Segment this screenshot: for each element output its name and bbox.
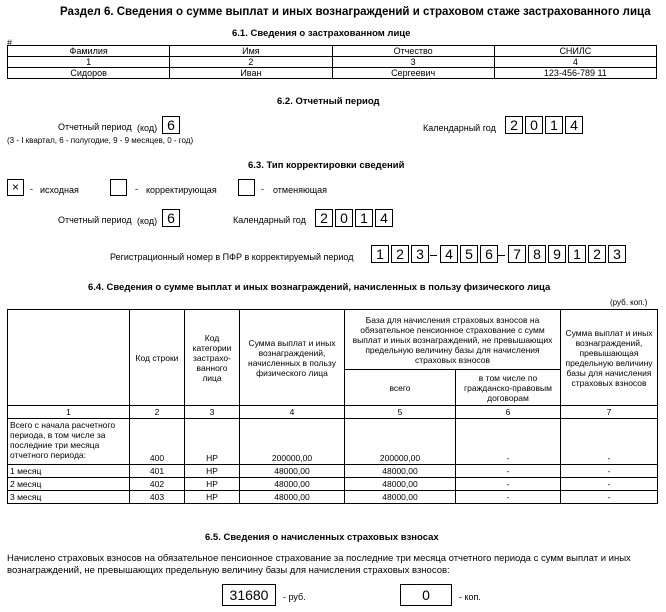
row-code: 403 (130, 491, 185, 504)
hash-mark: # (7, 38, 13, 48)
year-digit: 2 (315, 209, 333, 227)
row-code: 402 (130, 478, 185, 491)
table-row (8, 68, 657, 79)
row-base: 200000,00 (345, 419, 456, 465)
reg-digit: 6 (480, 245, 498, 263)
row-sum: 48000,00 (240, 491, 345, 504)
reg-number-label: Регистрационный номер в ПФР в корректируемый период (110, 252, 354, 262)
reg-digit: 2 (391, 245, 409, 263)
snils-value: 123-456-789 11 (494, 68, 656, 79)
row-over: - (561, 465, 658, 478)
row-code: 401 (130, 465, 185, 478)
year-label: Календарный год (233, 215, 306, 225)
separator: - (261, 184, 264, 194)
period-code-box[interactable]: 6 (162, 209, 180, 227)
col-number: 3 (332, 57, 494, 68)
unit-label: (руб. коп.) (610, 298, 648, 307)
row-sum: 48000,00 (240, 465, 345, 478)
insured-person-table (7, 45, 657, 79)
corrective-label: корректирующая (146, 185, 217, 195)
table-row (8, 491, 658, 504)
kop-value-box[interactable]: 0 (400, 584, 452, 606)
table-number-row (8, 406, 658, 419)
year-cells[interactable] (315, 209, 393, 227)
header-sum: Сумма выплат и иных вознаграждений, начисленных в пользу физического лица (240, 310, 345, 406)
table-row (8, 465, 658, 478)
col-number: 4 (240, 406, 345, 419)
year-digit: 1 (355, 209, 373, 227)
year-digit: 0 (525, 116, 543, 134)
reg-digit: 1 (371, 245, 389, 263)
rub-label: - руб. (283, 592, 306, 602)
header-over-limit: Сумма выплат и иных вознаграждений, превышающая предельную величину базы для начисления страховых взносов (561, 310, 658, 406)
row-civil: - (456, 465, 561, 478)
header-name: Имя (170, 46, 332, 57)
table-header-row (8, 310, 658, 370)
row-code: 400 (130, 419, 185, 465)
reg-digit: 8 (528, 245, 546, 263)
corrective-checkbox[interactable] (110, 179, 127, 196)
row-label: 3 месяц (8, 491, 130, 504)
row-category: НР (185, 491, 240, 504)
row-civil: - (456, 491, 561, 504)
row-label: 1 месяц (8, 465, 130, 478)
surname-value: Сидоров (8, 68, 170, 79)
header-snils: СНИЛС (494, 46, 656, 57)
separator: - (135, 184, 138, 194)
s61-title: 6.1. Сведения о застрахованном лице (232, 28, 411, 39)
reg-number-part1[interactable] (371, 245, 429, 263)
rub-value-box[interactable]: 31680 (222, 584, 276, 606)
period-label: Отчетный период (58, 122, 132, 132)
s64-title: 6.4. Сведения о сумме выплат и иных вознаграждений, начисленных в пользу физического лица (88, 282, 551, 293)
col-number: 5 (345, 406, 456, 419)
row-base: 48000,00 (345, 465, 456, 478)
col-number: 1 (8, 57, 170, 68)
year-digit: 4 (565, 116, 583, 134)
year-cells[interactable] (505, 116, 583, 134)
reg-separator (498, 255, 505, 256)
header-base-total: всего (345, 370, 456, 406)
row-sum: 48000,00 (240, 478, 345, 491)
header-code: Код строки (130, 310, 185, 406)
col-number: 6 (456, 406, 561, 419)
row-civil: - (456, 478, 561, 491)
separator: - (30, 184, 33, 194)
reg-number-part3[interactable] (508, 245, 626, 263)
name-value: Иван (170, 68, 332, 79)
period-code-box[interactable]: 6 (162, 116, 180, 134)
reg-number-part2[interactable] (440, 245, 498, 263)
original-checkbox[interactable]: × (7, 179, 24, 196)
reg-digit: 9 (548, 245, 566, 263)
row-category: НР (185, 465, 240, 478)
col-number: 2 (130, 406, 185, 419)
table-header-row (8, 46, 657, 57)
table-number-row (8, 57, 657, 68)
col-number: 3 (185, 406, 240, 419)
code-label: (код) (137, 216, 158, 226)
reg-digit: 1 (568, 245, 586, 263)
table-row (8, 478, 658, 491)
row-label: 2 месяц (8, 478, 130, 491)
contributions-text: Начислено страховых взносов на обязательное пенсионное страхование за последние три месяца отчетного периода с сумм выплат и иных вознаграждений, не превышающих предельную величину базы для начисления страховых взносов: (7, 553, 631, 576)
row-civil: - (456, 419, 561, 465)
col-number: 4 (494, 57, 656, 68)
cancel-label: отменяющая (273, 185, 327, 195)
reg-digit: 7 (508, 245, 526, 263)
header-surname: Фамилия (8, 46, 170, 57)
reg-digit: 3 (411, 245, 429, 263)
year-digit: 2 (505, 116, 523, 134)
header-patronymic: Отчество (332, 46, 494, 57)
row-category: НР (185, 419, 240, 465)
period-label: Отчетный период (58, 215, 132, 225)
header-base-civil: в том числе по гражданско-правовым договорам (456, 370, 561, 406)
year-label: Календарный год (423, 123, 496, 133)
table-row (8, 419, 658, 465)
cancel-checkbox[interactable] (238, 179, 255, 196)
row-label: Всего с начала расчетного периода, в том числе за последние три месяца отчетного периода: (8, 419, 130, 465)
col-number: 2 (170, 57, 332, 68)
header-base: База для начисления страховых взносов на обязательное пенсионное страхование с сумм выплат и иных вознаграждений, не превышающих предельную величину базы для начисления страховых взносов (345, 310, 561, 370)
kop-label: - коп. (459, 592, 481, 602)
patronymic-value: Сергеевич (332, 68, 494, 79)
reg-digit: 5 (460, 245, 478, 263)
period-note: (3 - I квартал, 6 - полугодие, 9 - 9 месяцев, 0 - год) (7, 136, 194, 145)
payments-table (7, 309, 658, 504)
row-base: 48000,00 (345, 478, 456, 491)
original-label: исходная (40, 185, 79, 195)
col-number: 1 (8, 406, 130, 419)
reg-digit: 3 (608, 245, 626, 263)
header-category: Код категории застрахо-ванного лица (185, 310, 240, 406)
reg-digit: 4 (440, 245, 458, 263)
header-empty (8, 310, 130, 406)
row-base: 48000,00 (345, 491, 456, 504)
reg-digit: 2 (588, 245, 606, 263)
year-digit: 4 (375, 209, 393, 227)
year-digit: 1 (545, 116, 563, 134)
section-title: Раздел 6. Сведения о сумме выплат и иных вознаграждений и страховом стаже застрахованного лица (60, 6, 651, 18)
year-digit: 0 (335, 209, 353, 227)
s62-title: 6.2. Отчетный период (277, 96, 380, 107)
row-over: - (561, 478, 658, 491)
s65-title: 6.5. Сведения о начисленных страховых взносах (205, 532, 439, 543)
col-number: 7 (561, 406, 658, 419)
code-label: (код) (137, 123, 158, 133)
row-over: - (561, 419, 658, 465)
row-sum: 200000,00 (240, 419, 345, 465)
s63-title: 6.3. Тип корректировки сведений (248, 160, 405, 171)
reg-separator (430, 255, 437, 256)
row-category: НР (185, 478, 240, 491)
row-over: - (561, 491, 658, 504)
